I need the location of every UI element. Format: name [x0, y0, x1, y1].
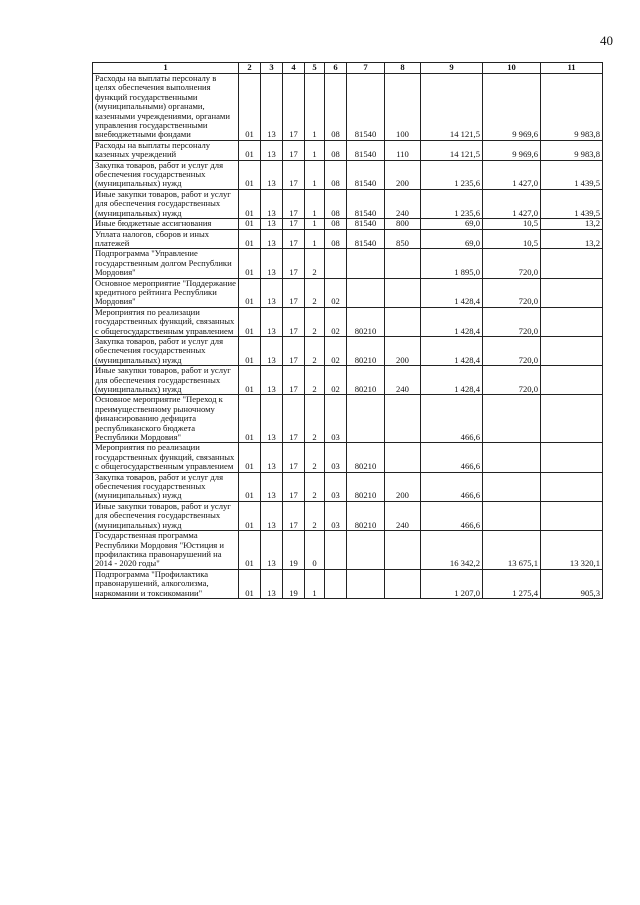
subprogram-code: 2: [305, 249, 325, 278]
target-code: 81540: [347, 189, 385, 218]
target-code: [347, 278, 385, 307]
amount-year-1: 1 235,6: [421, 160, 483, 189]
target-code: 80210: [347, 336, 385, 365]
amount-year-2: 720,0: [483, 366, 541, 395]
subsection-code: 13: [261, 366, 283, 395]
target-code: 81540: [347, 160, 385, 189]
amount-year-1: 14 121,5: [421, 140, 483, 160]
program-code: 17: [283, 307, 305, 336]
amount-year-1: 466,6: [421, 472, 483, 501]
program-code: 17: [283, 472, 305, 501]
subsection-code: 13: [261, 74, 283, 141]
section-code: 01: [239, 249, 261, 278]
amount-year-1: 1 428,4: [421, 366, 483, 395]
section-code: 01: [239, 366, 261, 395]
amount-year-3: [541, 395, 603, 443]
amount-year-1: 16 342,2: [421, 531, 483, 570]
subprogram-code: 2: [305, 366, 325, 395]
subsection-code: 13: [261, 501, 283, 530]
target-code: 80210: [347, 366, 385, 395]
amount-year-2: 720,0: [483, 249, 541, 278]
target-code: [347, 569, 385, 598]
expense-type-code: [385, 307, 421, 336]
amount-year-3: 1 439,5: [541, 189, 603, 218]
amount-year-2: 720,0: [483, 336, 541, 365]
expense-type-code: 240: [385, 501, 421, 530]
row-description: Иные бюджетные ассигнования: [93, 219, 239, 229]
subprogram-code: 2: [305, 501, 325, 530]
amount-year-2: 9 969,6: [483, 74, 541, 141]
table-row: [93, 472, 603, 501]
amount-year-3: 1 439,5: [541, 160, 603, 189]
table-row: [93, 229, 603, 249]
section-code: 01: [239, 229, 261, 249]
table-row: [93, 336, 603, 365]
program-code: 17: [283, 336, 305, 365]
amount-year-1: 1 428,4: [421, 336, 483, 365]
amount-year-1: 466,6: [421, 395, 483, 443]
expense-type-code: [385, 569, 421, 598]
event-code: 03: [325, 472, 347, 501]
amount-year-2: [483, 443, 541, 472]
subprogram-code: 1: [305, 160, 325, 189]
event-code: [325, 531, 347, 570]
subsection-code: 13: [261, 307, 283, 336]
expense-type-code: [385, 249, 421, 278]
amount-year-3: 13,2: [541, 229, 603, 249]
event-code: 03: [325, 501, 347, 530]
program-code: 19: [283, 569, 305, 598]
column-header: 2: [239, 63, 261, 74]
amount-year-3: [541, 336, 603, 365]
amount-year-3: 13 320,1: [541, 531, 603, 570]
subsection-code: 13: [261, 336, 283, 365]
subsection-code: 13: [261, 278, 283, 307]
amount-year-2: 1 427,0: [483, 189, 541, 218]
column-header: 4: [283, 63, 305, 74]
amount-year-2: 10,5: [483, 229, 541, 249]
row-description: Подпрограмма "Профилактика правонарушений, алкоголизма, наркомании и токсикомании": [93, 569, 239, 598]
event-code: [325, 569, 347, 598]
table-row: [93, 278, 603, 307]
section-code: 01: [239, 189, 261, 218]
program-code: 19: [283, 531, 305, 570]
amount-year-3: [541, 501, 603, 530]
column-header: 11: [541, 63, 603, 74]
event-code: 02: [325, 307, 347, 336]
event-code: 03: [325, 443, 347, 472]
section-code: 01: [239, 74, 261, 141]
table-row: [93, 189, 603, 218]
expense-type-code: [385, 443, 421, 472]
table-row: [93, 307, 603, 336]
amount-year-1: 1 895,0: [421, 249, 483, 278]
subsection-code: 13: [261, 219, 283, 229]
program-code: 17: [283, 229, 305, 249]
subsection-code: 13: [261, 569, 283, 598]
event-code: 08: [325, 140, 347, 160]
section-code: 01: [239, 278, 261, 307]
row-description: Закупка товаров, работ и услуг для обеспечения государственных (муниципальных) нужд: [93, 472, 239, 501]
amount-year-2: [483, 395, 541, 443]
row-description: Мероприятия по реализации государственных функций, связанных с общегосударственным управлением: [93, 443, 239, 472]
event-code: 02: [325, 278, 347, 307]
row-description: Иные закупки товаров, работ и услуг для обеспечения государственных (муниципальных) нужд: [93, 189, 239, 218]
subprogram-code: 1: [305, 229, 325, 249]
subprogram-code: 2: [305, 278, 325, 307]
subsection-code: 13: [261, 140, 283, 160]
subprogram-code: 0: [305, 531, 325, 570]
subprogram-code: 1: [305, 189, 325, 218]
subprogram-code: 2: [305, 336, 325, 365]
section-code: 01: [239, 569, 261, 598]
row-description: Закупка товаров, работ и услуг для обеспечения государственных (муниципальных) нужд: [93, 160, 239, 189]
event-code: [325, 249, 347, 278]
section-code: 01: [239, 472, 261, 501]
target-code: 81540: [347, 74, 385, 141]
section-code: 01: [239, 395, 261, 443]
program-code: 17: [283, 74, 305, 141]
amount-year-2: 720,0: [483, 278, 541, 307]
table-row: [93, 140, 603, 160]
subprogram-code: 1: [305, 569, 325, 598]
target-code: 80210: [347, 501, 385, 530]
row-description: Расходы на выплаты персоналу в целях обеспечения выполнения функций государственными (муниципальными) органами, казенными учреждениями, органами управления государственными внебюджетными фондами: [93, 74, 239, 141]
program-code: 17: [283, 160, 305, 189]
expense-type-code: [385, 278, 421, 307]
subsection-code: 13: [261, 531, 283, 570]
expense-type-code: 200: [385, 160, 421, 189]
expense-type-code: [385, 395, 421, 443]
target-code: [347, 531, 385, 570]
section-code: 01: [239, 140, 261, 160]
column-header: 7: [347, 63, 385, 74]
program-code: 17: [283, 278, 305, 307]
column-header: 10: [483, 63, 541, 74]
event-code: 08: [325, 189, 347, 218]
amount-year-1: 1 428,4: [421, 278, 483, 307]
expense-type-code: 100: [385, 74, 421, 141]
event-code: 08: [325, 74, 347, 141]
event-code: 03: [325, 395, 347, 443]
target-code: 81540: [347, 140, 385, 160]
amount-year-2: 1 427,0: [483, 160, 541, 189]
table-row: [93, 366, 603, 395]
program-code: 17: [283, 501, 305, 530]
target-code: 81540: [347, 219, 385, 229]
table-row: [93, 219, 603, 229]
row-description: Основное мероприятие "Переход к преимущественному рыночному финансированию дефицита республиканского бюджета Республики Мордовия": [93, 395, 239, 443]
table-row: [93, 531, 603, 570]
section-code: 01: [239, 160, 261, 189]
amount-year-1: 69,0: [421, 229, 483, 249]
amount-year-3: 9 983,8: [541, 140, 603, 160]
amount-year-2: 1 275,4: [483, 569, 541, 598]
subsection-code: 13: [261, 443, 283, 472]
program-code: 17: [283, 249, 305, 278]
amount-year-3: [541, 278, 603, 307]
subsection-code: 13: [261, 189, 283, 218]
subsection-code: 13: [261, 229, 283, 249]
table-row: [93, 74, 603, 141]
table-row: [93, 395, 603, 443]
subprogram-code: 1: [305, 74, 325, 141]
amount-year-1: 466,6: [421, 443, 483, 472]
amount-year-3: [541, 472, 603, 501]
subprogram-code: 2: [305, 472, 325, 501]
subprogram-code: 1: [305, 219, 325, 229]
table-row: [93, 501, 603, 530]
amount-year-2: 10,5: [483, 219, 541, 229]
amount-year-2: 720,0: [483, 307, 541, 336]
expense-type-code: 200: [385, 336, 421, 365]
section-code: 01: [239, 219, 261, 229]
amount-year-1: 466,6: [421, 501, 483, 530]
expense-type-code: 200: [385, 472, 421, 501]
table-row: [93, 249, 603, 278]
page-number: 40: [600, 33, 613, 48]
program-code: 17: [283, 366, 305, 395]
event-code: 02: [325, 366, 347, 395]
table-row: [93, 160, 603, 189]
row-description: Закупка товаров, работ и услуг для обеспечения государственных (муниципальных) нужд: [93, 336, 239, 365]
expense-type-code: 110: [385, 140, 421, 160]
program-code: 17: [283, 140, 305, 160]
amount-year-2: 13 675,1: [483, 531, 541, 570]
expense-type-code: 850: [385, 229, 421, 249]
amount-year-2: [483, 501, 541, 530]
row-description: Иные закупки товаров, работ и услуг для обеспечения государственных (муниципальных) нужд: [93, 366, 239, 395]
subsection-code: 13: [261, 249, 283, 278]
target-code: 80210: [347, 443, 385, 472]
target-code: [347, 249, 385, 278]
table-row: [93, 443, 603, 472]
table-header-row: [93, 63, 603, 74]
row-description: Уплата налогов, сборов и иных платежей: [93, 229, 239, 249]
subprogram-code: 2: [305, 307, 325, 336]
row-description: Подпрограмма "Управление государственным долгом Республики Мордовия": [93, 249, 239, 278]
amount-year-3: [541, 249, 603, 278]
section-code: 01: [239, 307, 261, 336]
expense-type-code: [385, 531, 421, 570]
amount-year-3: [541, 307, 603, 336]
event-code: 08: [325, 160, 347, 189]
subsection-code: 13: [261, 472, 283, 501]
target-code: 80210: [347, 472, 385, 501]
subsection-code: 13: [261, 160, 283, 189]
row-description: Государственная программа Республики Мордовия "Юстиция и профилактика правонарушений на 2014 - 2020 годы": [93, 531, 239, 570]
column-header: 5: [305, 63, 325, 74]
row-description: Основное мероприятие "Поддержание кредитного рейтинга Республики Мордовия": [93, 278, 239, 307]
section-code: 01: [239, 531, 261, 570]
budget-table: [92, 62, 603, 599]
column-header: 3: [261, 63, 283, 74]
target-code: 80210: [347, 307, 385, 336]
amount-year-2: [483, 472, 541, 501]
amount-year-3: 9 983,8: [541, 74, 603, 141]
amount-year-3: 905,3: [541, 569, 603, 598]
section-code: 01: [239, 443, 261, 472]
program-code: 17: [283, 443, 305, 472]
subsection-code: 13: [261, 395, 283, 443]
expense-type-code: 240: [385, 189, 421, 218]
amount-year-2: 9 969,6: [483, 140, 541, 160]
section-code: 01: [239, 501, 261, 530]
amount-year-1: 1 428,4: [421, 307, 483, 336]
amount-year-1: 1 235,6: [421, 189, 483, 218]
table-row: [93, 569, 603, 598]
subprogram-code: 2: [305, 443, 325, 472]
amount-year-1: 1 207,0: [421, 569, 483, 598]
amount-year-1: 14 121,5: [421, 74, 483, 141]
row-description: Расходы на выплаты персоналу казенных учреждений: [93, 140, 239, 160]
program-code: 17: [283, 395, 305, 443]
column-header: 9: [421, 63, 483, 74]
expense-type-code: 240: [385, 366, 421, 395]
target-code: [347, 395, 385, 443]
amount-year-1: 69,0: [421, 219, 483, 229]
event-code: 08: [325, 219, 347, 229]
program-code: 17: [283, 219, 305, 229]
row-description: Мероприятия по реализации государственных функций, связанных с общегосударственным управлением: [93, 307, 239, 336]
section-code: 01: [239, 336, 261, 365]
target-code: 81540: [347, 229, 385, 249]
column-header: 1: [93, 63, 239, 74]
row-description: Иные закупки товаров, работ и услуг для обеспечения государственных (муниципальных) нужд: [93, 501, 239, 530]
column-header: 8: [385, 63, 421, 74]
column-header: 6: [325, 63, 347, 74]
subprogram-code: 2: [305, 395, 325, 443]
expense-type-code: 800: [385, 219, 421, 229]
subprogram-code: 1: [305, 140, 325, 160]
amount-year-3: [541, 443, 603, 472]
event-code: 02: [325, 336, 347, 365]
program-code: 17: [283, 189, 305, 218]
event-code: 08: [325, 229, 347, 249]
amount-year-3: 13,2: [541, 219, 603, 229]
amount-year-3: [541, 366, 603, 395]
